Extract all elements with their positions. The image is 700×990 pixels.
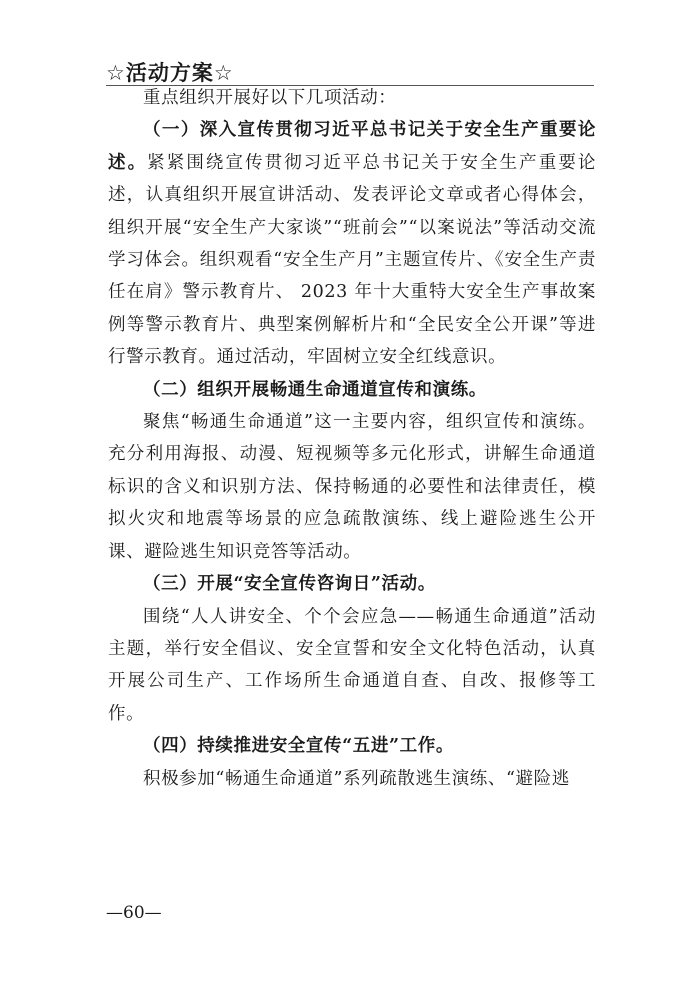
section-1-title: （一）深入宣传贯彻习近平总书记关于安全生产重要论述。 bbox=[108, 120, 596, 173]
section-4-text: 积极参加“畅通生命通道”系列疏散逃生演练、“避险逃 bbox=[143, 768, 570, 789]
document-body bbox=[108, 82, 596, 795]
section-3-text: 围绕“人人讲安全、个个会应急——畅通生命通道”活动主题，举行安全倡议、安全宣誓和安全文化特色活动，认真开展公司生产、工作场所生命通道自查、自改、报修等工作。 bbox=[108, 606, 596, 724]
page-number: —60— bbox=[106, 903, 162, 923]
section-3-title: （三）开展“安全宣传咨询日”活动。 bbox=[143, 574, 436, 595]
section-4-title: （四）持续推进安全宣传“五进”工作。 bbox=[143, 736, 454, 757]
section-2-text: 聚焦“畅通生命通道”这一主要内容，组织宣传和演练。充分利用海报、动漫、短视频等多元化形式，讲解生命通道标识的含义和识别方法、保持畅通的必要性和法律责任，模拟火灾和地震等场景的应急疏散演练、线上避险逃生公开课、避险逃生知识竞答等活动。 bbox=[108, 412, 596, 562]
intro-paragraph: 重点组织开展好以下几项活动： bbox=[143, 88, 397, 108]
section-2-title: （二）组织开展畅通生命通道宣传和演练。 bbox=[143, 379, 487, 400]
section-1-paragraph bbox=[108, 114, 596, 373]
page-title: ☆活动方案☆ bbox=[106, 61, 234, 85]
section-1-text: 紧紧围绕宣传贯彻习近平总书记关于安全生产重要论述，认真组织开展宣讲活动、发表评论文章或者心得体会，组织开展“安全生产大家谈”“班前会”“以案说法”等活动交流学习体会。组织观看“安全生产月”主题宣传片、《安全生产责任在肩》警示教育片、 2023 年十大重特大安全生产事故案例等警示教育片、典型案例解析片和“全民安全公开课”等进行警示教育。通过活动，牢固树立安全红线意识。 bbox=[108, 152, 596, 368]
